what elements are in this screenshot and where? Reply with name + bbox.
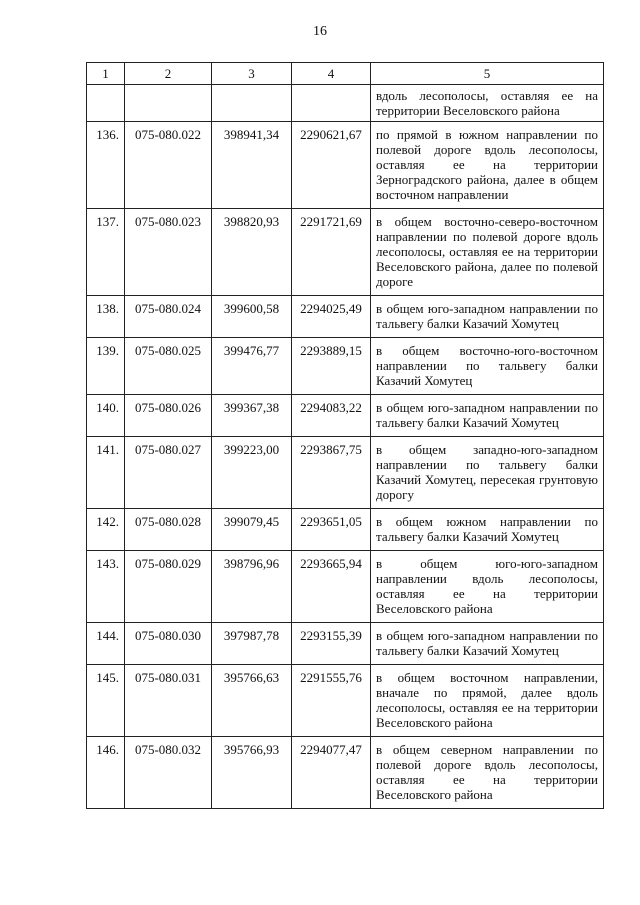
point-code: 075-080.030 xyxy=(125,623,212,665)
coordinate-x: 397987,78 xyxy=(212,623,292,665)
table-row xyxy=(87,665,604,737)
coordinate-x: 395766,63 xyxy=(212,665,292,737)
coordinate-y: 2294083,22 xyxy=(292,395,371,437)
boundary-description: в общем юго-западном направлении по тальвегу балки Казачий Хомутец xyxy=(371,623,604,665)
coordinate-x: 399367,38 xyxy=(212,395,292,437)
point-code: 075-080.024 xyxy=(125,296,212,338)
boundary-description: в общем северном направлении по полевой дороге вдоль лесополосы, оставляя ее на территории Веселовского района xyxy=(371,737,604,809)
header-col-4: 4 xyxy=(292,63,371,85)
table-row xyxy=(87,338,604,395)
coordinate-y: 2293867,75 xyxy=(292,437,371,509)
coordinate-x: 395766,93 xyxy=(212,737,292,809)
coordinate-y: 2291721,69 xyxy=(292,209,371,296)
coordinate-x: 399079,45 xyxy=(212,509,292,551)
row-number: 137. xyxy=(87,209,125,296)
coordinate-y: 2291555,76 xyxy=(292,665,371,737)
coordinate-y: 2294077,47 xyxy=(292,737,371,809)
table-row xyxy=(87,395,604,437)
coordinate-x: 398796,96 xyxy=(212,551,292,623)
table-row xyxy=(87,551,604,623)
row-number: 141. xyxy=(87,437,125,509)
row-number: 142. xyxy=(87,509,125,551)
point-code: 075-080.025 xyxy=(125,338,212,395)
header-col-1: 1 xyxy=(87,63,125,85)
row-number: 143. xyxy=(87,551,125,623)
row-number: 138. xyxy=(87,296,125,338)
row-number: 145. xyxy=(87,665,125,737)
boundary-description: в общем восточно-северо-восточном направлении по полевой дороге вдоль лесополосы, оставляя ее на территории Веселовского района, далее по полевой дороге xyxy=(371,209,604,296)
table-row xyxy=(87,737,604,809)
coordinate-y: 2293651,05 xyxy=(292,509,371,551)
point-code: 075-080.023 xyxy=(125,209,212,296)
table-row xyxy=(87,122,604,209)
point-code: 075-080.031 xyxy=(125,665,212,737)
row-number: 140. xyxy=(87,395,125,437)
table-row xyxy=(87,296,604,338)
boundary-description: в общем восточном направлении, вначале по прямой, далее вдоль лесополосы, оставляя ее на территории Веселовского района xyxy=(371,665,604,737)
boundary-description: в общем юго-западном направлении по тальвегу балки Казачий Хомутец xyxy=(371,296,604,338)
page-number: 16 xyxy=(313,24,327,39)
header-col-5: 5 xyxy=(371,63,604,85)
boundary-description: в общем западно-юго-западном направлении по тальвегу балки Казачий Хомутец, пересекая грунтовую дорогу xyxy=(371,437,604,509)
table-row xyxy=(87,209,604,296)
coordinate-y: 2293889,15 xyxy=(292,338,371,395)
coordinate-x: 398941,34 xyxy=(212,122,292,209)
coordinate-y: 2293665,94 xyxy=(292,551,371,623)
table-row xyxy=(87,623,604,665)
row-number: 139. xyxy=(87,338,125,395)
continuation-row xyxy=(87,85,604,122)
boundary-description: в общем восточно-юго-восточном направлении по тальвегу балки Казачий Хомутец xyxy=(371,338,604,395)
point-code: 075-080.022 xyxy=(125,122,212,209)
coordinate-y: 2293155,39 xyxy=(292,623,371,665)
point-code: 075-080.032 xyxy=(125,737,212,809)
boundary-points-table xyxy=(86,62,604,809)
point-code: 075-080.027 xyxy=(125,437,212,509)
coordinate-y: 2290621,67 xyxy=(292,122,371,209)
header-col-3: 3 xyxy=(212,63,292,85)
row-number: 146. xyxy=(87,737,125,809)
row-number: 144. xyxy=(87,623,125,665)
coordinate-x: 399223,00 xyxy=(212,437,292,509)
coordinate-y: 2294025,49 xyxy=(292,296,371,338)
coordinate-x: 399600,58 xyxy=(212,296,292,338)
table-header-row xyxy=(87,63,604,85)
point-code: 075-080.028 xyxy=(125,509,212,551)
table-row xyxy=(87,437,604,509)
table-row xyxy=(87,509,604,551)
coordinate-x: 398820,93 xyxy=(212,209,292,296)
row-number: 136. xyxy=(87,122,125,209)
boundary-description: по прямой в южном направлении по полевой дороге вдоль лесополосы, оставляя ее на территории Зерноградского района, далее в общем восточном направлении xyxy=(371,122,604,209)
header-col-2: 2 xyxy=(125,63,212,85)
continuation-text: вдоль лесополосы, оставляя ее на территории Веселовского района xyxy=(371,85,604,122)
boundary-description: в общем южном направлении по тальвегу балки Казачий Хомутец xyxy=(371,509,604,551)
boundary-description: в общем юго-западном направлении по тальвегу балки Казачий Хомутец xyxy=(371,395,604,437)
point-code: 075-080.029 xyxy=(125,551,212,623)
boundary-description: в общем юго-юго-западном направлении вдоль лесополосы, оставляя ее на территории Веселовского района xyxy=(371,551,604,623)
point-code: 075-080.026 xyxy=(125,395,212,437)
coordinate-x: 399476,77 xyxy=(212,338,292,395)
